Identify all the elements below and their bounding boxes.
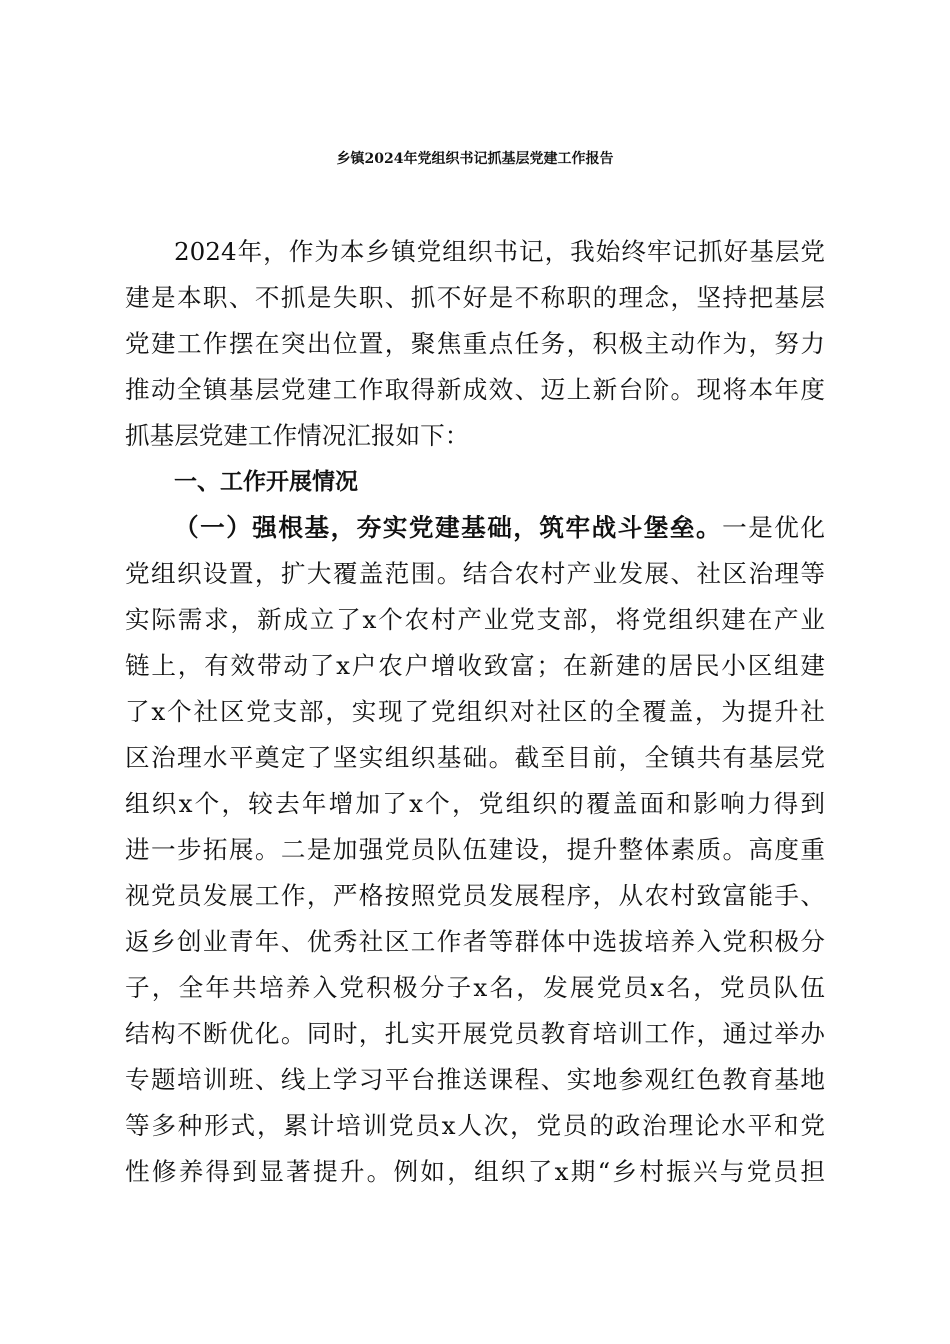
intro-line: 建是本职、不抓是失职、抓不好是不称职的理念，坚持把基层	[125, 283, 825, 312]
body-line: 实际需求，新成立了x个农村产业党支部，将党组织建在产业	[125, 605, 825, 634]
body-line: 结构不断优化。同时，扎实开展党员教育培训工作，通过举办	[125, 1019, 825, 1048]
body-line: 党组织设置，扩大覆盖范围。结合农村产业发展、社区治理等	[125, 559, 825, 588]
subsection-first-line-text: 一是优化	[722, 513, 825, 542]
body-line: 视党员发展工作，严格按照党员发展程序，从农村致富能手、	[125, 881, 825, 910]
document-body	[125, 229, 825, 1195]
intro-line: 党建工作摆在突出位置，聚焦重点任务，积极主动作为，努力	[125, 329, 825, 358]
body-line: 子，全年共培养入党积极分子x名，发展党员x名，党员队伍	[125, 973, 825, 1002]
body-line: 区治理水平奠定了坚实组织基础。截至目前，全镇共有基层党	[125, 743, 825, 772]
section-heading: 一、工作开展情况	[174, 469, 358, 495]
body-line: 等多种形式，累计培训党员x人次，党员的政治理论水平和党	[125, 1111, 825, 1140]
intro-line: 抓基层党建工作情况汇报如下：	[125, 421, 470, 450]
body-line: 组织x个，较去年增加了x个，党组织的覆盖面和影响力得到	[125, 789, 825, 818]
body-line: 进一步拓展。二是加强党员队伍建设，提升整体素质。高度重	[125, 835, 825, 864]
body-line: 性修养得到显著提升。例如，组织了x期“乡村振兴与党员担	[125, 1157, 825, 1186]
document-title: 乡镇2024年党组织书记抓基层党建工作报告	[336, 151, 614, 167]
body-line: 返乡创业青年、优秀社区工作者等群体中选拔培养入党积极分	[125, 927, 825, 956]
body-line: 专题培训班、线上学习平台推送课程、实地参观红色教育基地	[125, 1065, 825, 1094]
intro-line: 2024年，作为本乡镇党组织书记，我始终牢记抓好基层党	[174, 237, 825, 266]
body-line: 了x个社区党支部，实现了党组织对社区的全覆盖，为提升社	[125, 697, 825, 726]
subsection-heading: （一）强根基，夯实党建基础，筑牢战斗堡垒。	[174, 513, 723, 542]
body-line: 链上，有效带动了x户农户增收致富；在新建的居民小区组建	[125, 651, 825, 680]
intro-line: 推动全镇基层党建工作取得新成效、迈上新台阶。现将本年度	[125, 375, 825, 404]
subsection-first-line	[125, 505, 825, 551]
